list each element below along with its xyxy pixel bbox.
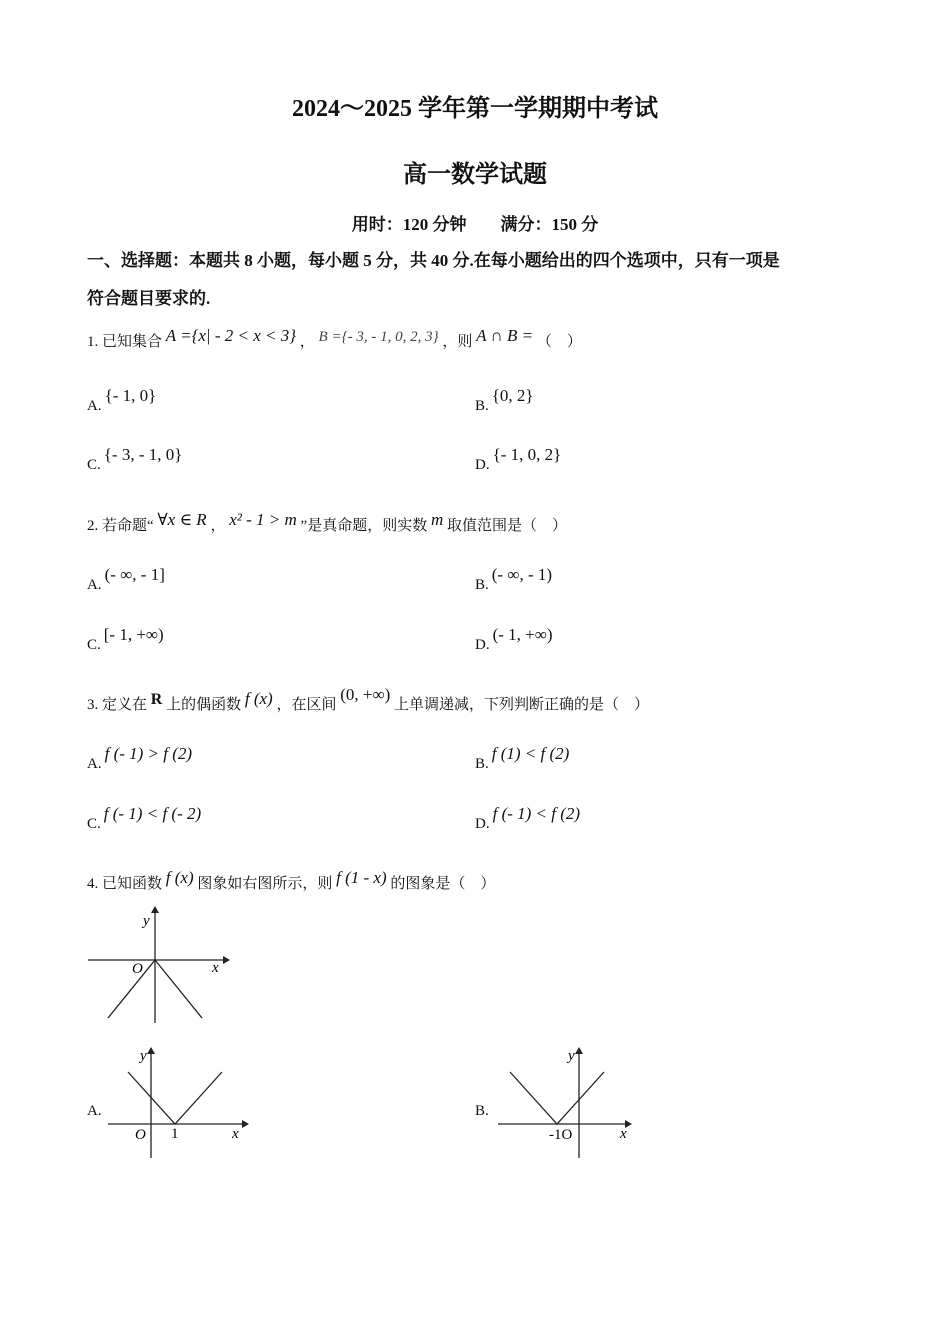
exam-subtitle: 高一数学试题 (403, 162, 547, 188)
q2-option-d[interactable]: D.(- 1, +∞) (475, 625, 553, 653)
intersection-expression: A ∩ B = (476, 326, 534, 345)
graph-option-b (495, 1042, 640, 1162)
variable-m: m (430, 510, 444, 529)
function-f-1-minus-x: f (1 - x) (336, 868, 387, 887)
section-instruction-line1: 一、选择题：本题共 8 小题，每小题 5 分，共 40 分.在每小题给出的四个选项中，只有一项是 (87, 251, 780, 270)
interval-expression: (0, +∞) (340, 685, 391, 704)
q3-option-d[interactable]: D.f (- 1) < f (2) (475, 804, 581, 832)
origin-label: O (135, 1127, 146, 1143)
y-label: y (140, 1048, 147, 1064)
q3-option-c[interactable]: C.f (- 1) < f (- 2) (87, 804, 202, 832)
question-2: 2. 若命题“ ∀x ∈ R ， x² - 1 > m ”是真命题，则实数 m 取值范围是（ ） (87, 510, 567, 534)
graph-option-a (105, 1042, 255, 1162)
q1-option-a[interactable]: A.{- 1, 0} (87, 386, 157, 414)
origin-label: -1O (549, 1127, 573, 1143)
q1-option-c[interactable]: C.{- 3, - 1, 0} (87, 445, 183, 473)
q1-option-d[interactable]: D.{- 1, 0, 2} (475, 445, 562, 473)
question-3: 3. 定义在 R 上的偶函数 f (x) ，在区间 (0, +∞) 上单调递减，下列判断正确的是（ ） (87, 685, 649, 713)
forall-expression: ∀x ∈ R (157, 510, 207, 529)
origin-label: O (132, 961, 143, 977)
section-instruction-line2: 符合题目要求的. (87, 289, 211, 308)
y-label: y (568, 1048, 575, 1064)
inequality-expression: x² - 1 > m (229, 510, 297, 529)
q1-option-b[interactable]: B.{0, 2} (475, 386, 534, 414)
set-b-expression: B ={- 3, - 1, 0, 2, 3} (318, 329, 439, 345)
exam-meta: 用时：120 分钟 满分：150 分 (351, 215, 599, 234)
function-fx: f (x) (165, 868, 194, 887)
q2-option-c[interactable]: C.[- 1, +∞) (87, 625, 164, 653)
function-fx: f (x) (244, 689, 273, 708)
y-label: y (143, 913, 150, 929)
q4-option-b[interactable]: B. (475, 1103, 489, 1119)
exam-title: 2024～2025 学年第一学期期中考试 (292, 96, 658, 122)
set-a-expression: A ={x| - 2 < x < 3} (165, 326, 297, 345)
reals-symbol: R (150, 691, 163, 708)
x-label: x (620, 1126, 627, 1142)
question-1: 1. 已知集合 A ={x| - 2 < x < 3} ， B ={- 3, - 1, 0, 2, 3} ，则 A ∩ B = （ ） (87, 326, 582, 350)
q3-option-a[interactable]: A.f (- 1) > f (2) (87, 744, 193, 772)
q4-option-a[interactable]: A. (87, 1103, 102, 1119)
q2-option-b[interactable]: B.(- ∞, - 1) (475, 565, 553, 593)
graph-fx (85, 905, 235, 1030)
tick-label-1: 1 (171, 1126, 179, 1142)
question-4: 4. 已知函数 f (x) 图象如右图所示，则 f (1 - x) 的图象是（ ） (87, 868, 496, 892)
x-label: x (232, 1126, 239, 1142)
x-label: x (212, 960, 219, 976)
q3-option-b[interactable]: B.f (1) < f (2) (475, 744, 570, 772)
q2-option-a[interactable]: A.(- ∞, - 1] (87, 565, 165, 593)
